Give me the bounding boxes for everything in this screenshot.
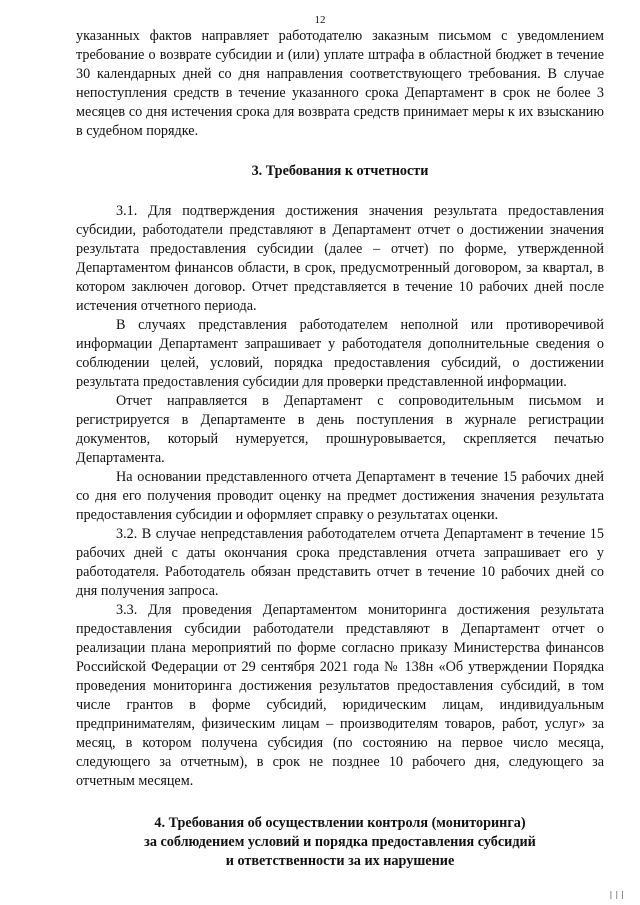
section-4-title-line: за соблюдением условий и порядка предоставления субсидий <box>144 834 536 850</box>
paragraph-continuation: указанных фактов направляет работодателю заказным письмом с уведомлением требование о возврате субсидии и (или) уплате штрафа в областной бюджет в течение 30 календарных дней со дня направления соответствующего требования. В случае непоступления средств в течение указанного срока Департамент в срок не более 3 месяцев со дня истечения срока для возврата средств принимает меры к их взысканию в судебном порядке. <box>76 28 604 139</box>
paragraph-3-1: 3.1. Для подтверждения достижения значения результата предоставления субсидии, работодатели представляют в Департамент отчет о достижении значения результата предоставления субсидии (далее – отчет) по форме, утвержденной Департаментом финансов области, в срок, предусмотренный договором, за квартал, в котором заключен договор. Отчет представляется в течение 10 рабочих дней после истечения отчетного периода. <box>76 203 604 314</box>
paragraph-report-assessment: На основании представленного отчета Департамент в течение 15 рабочих дней со дня его получения проводит оценку на предмет достижения значения результата предоставления субсидии и оформляет справку о результатах оценки. <box>76 469 604 523</box>
paragraph-report-registration: Отчет направляется в Департамент с сопроводительным письмом и регистрируется в Департаменте в день поступления в журнале регистрации документов, который нумеруется, прошнуровывается, скрепляется печатью Департамента. <box>76 393 604 466</box>
page-number: 12 <box>314 14 326 26</box>
paragraph-3-2: 3.2. В случае непредставления работодателем отчета Департамент в течение 15 рабочих дней с даты окончания срока представления отчета запрашивает его у работодателя. Работодатель обязан представить отчет в течение 10 рабочих дней со дня получения запроса. <box>76 526 604 599</box>
section-4-title-line: и ответственности за их нарушение <box>225 853 455 869</box>
paragraph-incomplete-info: В случаях представления работодателем неполной или противоречивой информации Департамент запрашивает у работодателя дополнительные сведения о соблюдении целей, условий, порядка предоставления субсидий, о достижении результата предоставления субсидии для проверки представленной информации. <box>76 317 604 390</box>
document-body <box>76 27 604 871</box>
section-4-title <box>76 814 604 871</box>
section-3-title: 3. Требования к отчетности <box>251 163 429 179</box>
footer-scan-marks: ||| <box>608 890 626 899</box>
section-4-title-line: 4. Требования об осуществлении контроля (мониторинга) <box>154 815 526 831</box>
paragraph-3-3: 3.3. Для проведения Департаментом мониторинга достижения результата предоставления субсидии работодатели представляют в Департамент отчет о реализации плана мероприятий по форме согласно приказу Министерства финансов Российской Федерации от 29 сентября 2021 года № 138н «Об утверждении Порядка проведения мониторинга достижения результатов предоставления субсидий, в том числе грантов в форме субсидий, юридическим лицам, индивидуальным предпринимателям, физическим лицам – производителям товаров, работ, услуг» за месяц, в котором получена субсидия (по состоянию на первое число месяца, следующего за отчетным), в срок не позднее 10 рабочего дня, следующего за отчетным месяцем. <box>76 602 604 789</box>
